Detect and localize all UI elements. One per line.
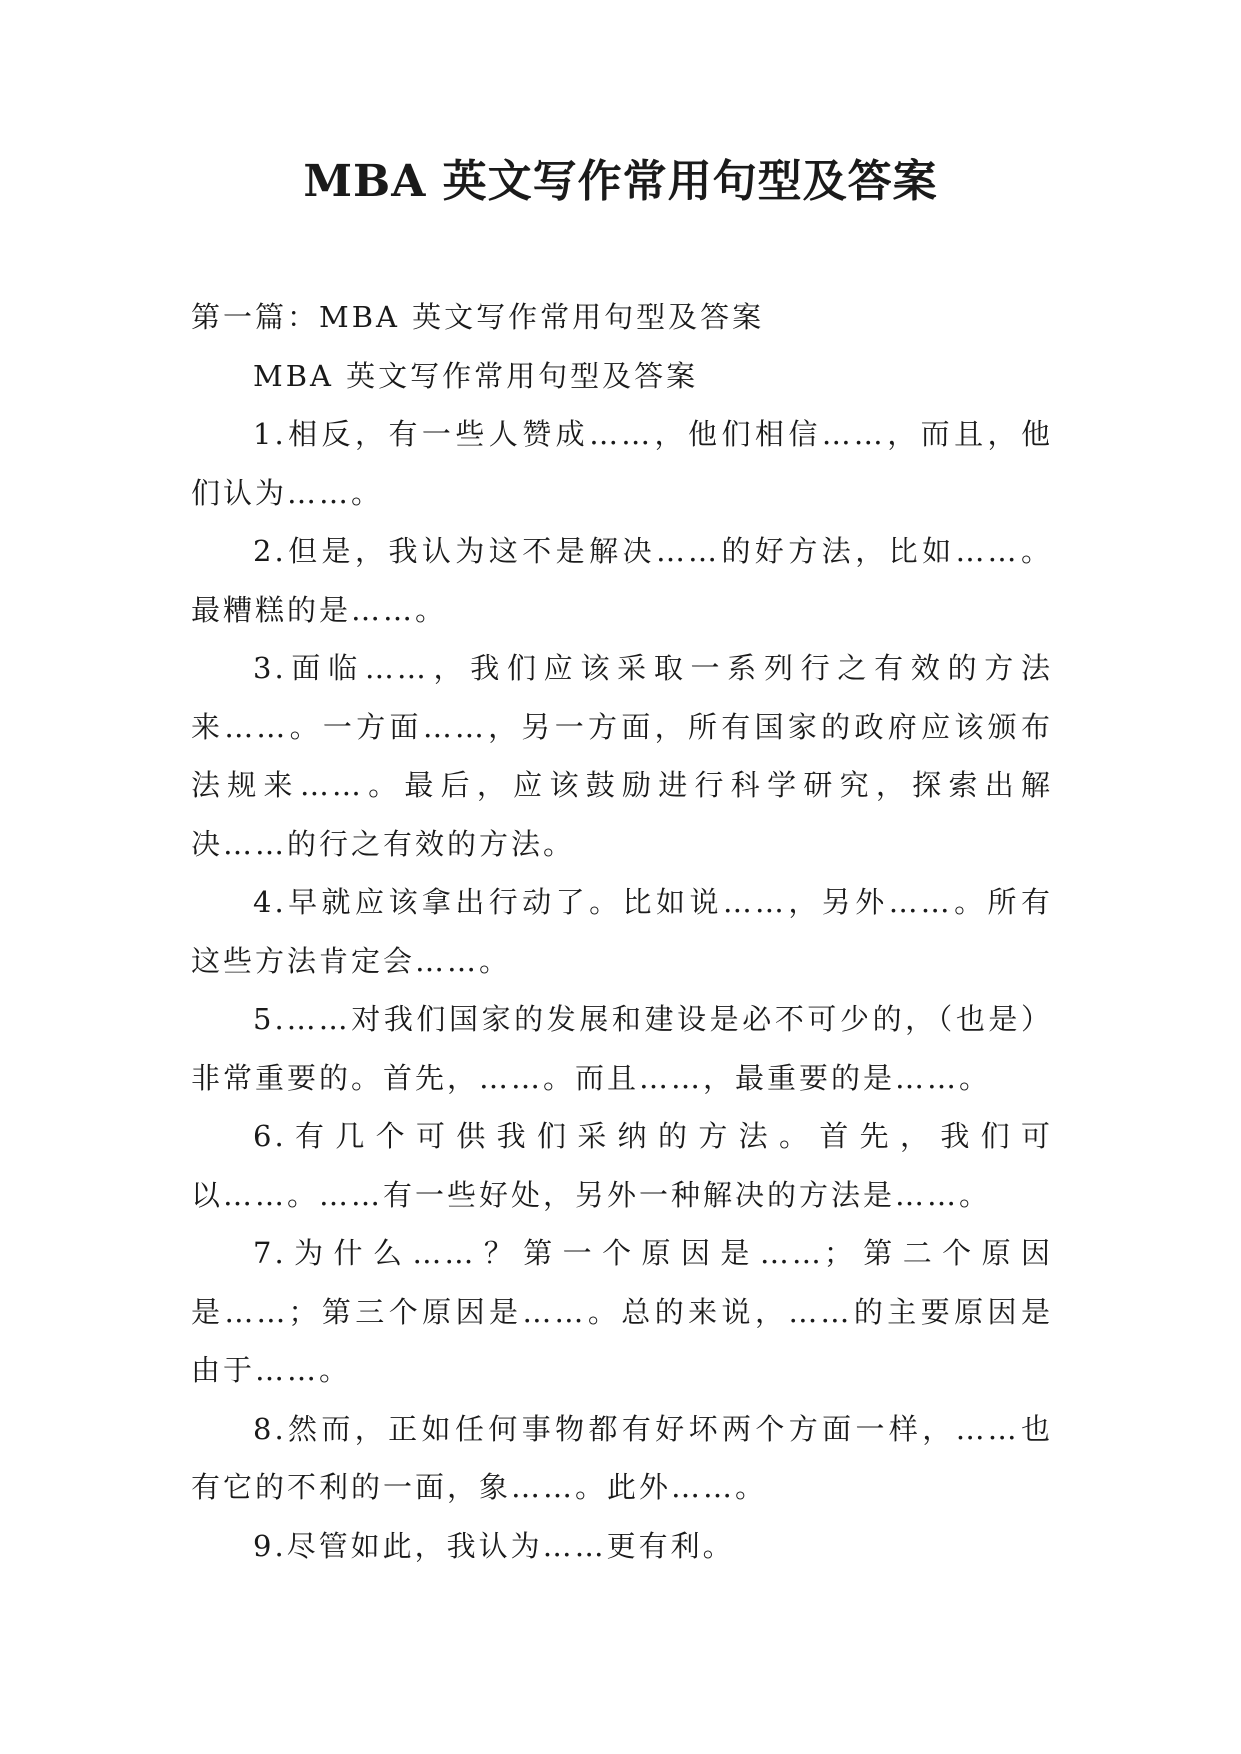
section-subtitle: MBA 英文写作常用句型及答案 <box>253 358 699 393</box>
sentence-item: 8.然而，正如任何事物都有好坏两个方面一样，……也有它的不利的一面，象……。此外……。 <box>191 1411 1053 1504</box>
document-body <box>191 288 1053 1575</box>
sentence-item: 6.有几个可供我们采纳的方法。首先，我们可以……。……有一些好处，另外一种解决的方法是……。 <box>191 1119 1053 1212</box>
document-title: MBA 英文写作常用句型及答案 <box>303 156 938 207</box>
sentence-item: 4.早就应该拿出行动了。比如说……，另外……。所有这些方法肯定会……。 <box>191 885 1053 978</box>
sentence-item: 9.尽管如此，我认为……更有利。 <box>253 1528 735 1563</box>
sentence-item: 7.为什么……？第一个原因是……；第二个原因是……；第三个原因是……。总的来说，……的主要原因是由于……。 <box>191 1236 1053 1387</box>
sentence-item: 2.但是，我认为这不是解决……的好方法，比如……。最糟糕的是……。 <box>191 534 1053 627</box>
chapter-heading: 第一篇：MBA 英文写作常用句型及答案 <box>191 300 765 334</box>
sentence-item: 1.相反，有一些人赞成……，他们相信……，而且，他们认为……。 <box>191 417 1053 510</box>
sentence-item: 3.面临……，我们应该采取一系列行之有效的方法来……。一方面……，另一方面，所有国家的政府应该颁布法规来……。最后，应该鼓励进行科学研究，探索出解决……的行之有效的方法。 <box>191 651 1053 861</box>
sentence-item: 5.……对我们国家的发展和建设是必不可少的，（也是）非常重要的。首先，……。而且……，最重要的是……。 <box>191 1002 1053 1095</box>
